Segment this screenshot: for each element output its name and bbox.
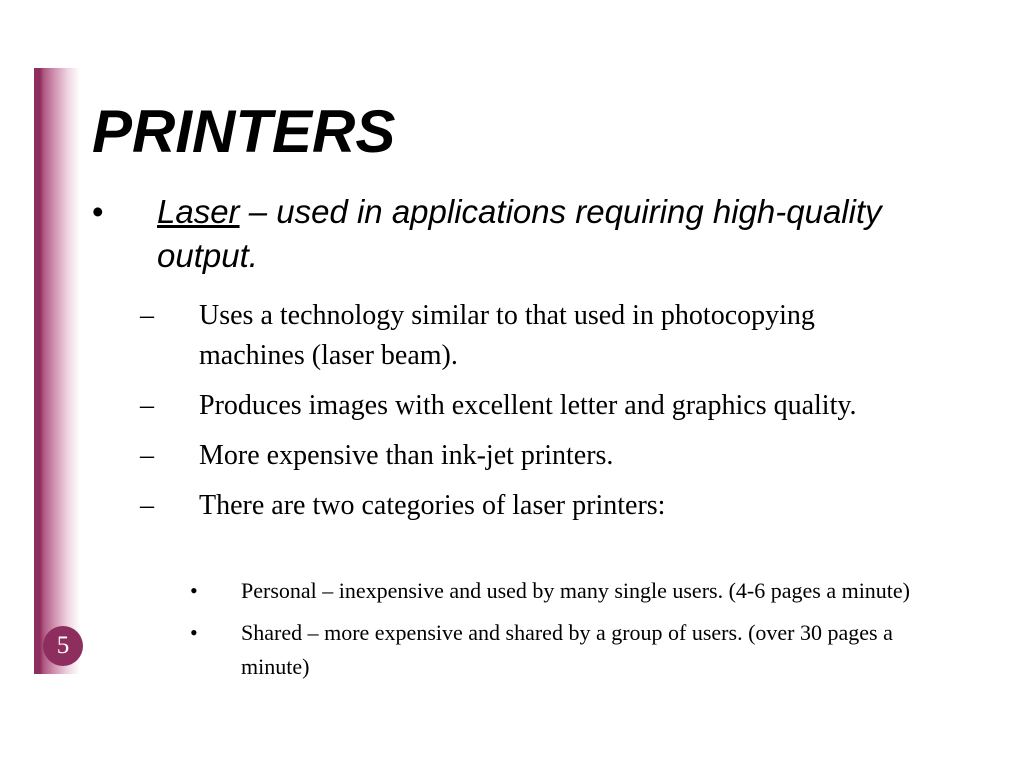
side-accent-bar [34,68,80,674]
dot-marker: • [190,578,198,603]
main-bullet-text [157,190,952,278]
dot-marker: • [190,620,198,645]
bullet-marker: • [92,193,104,230]
sub-bullet-list [140,296,920,536]
slide-title: PRINTERS [92,98,396,165]
nested-bullet-item [190,616,950,684]
nested-bullet-list [190,574,950,692]
page-number-badge: 5 [43,626,83,666]
nested-bullet-item [190,574,950,608]
sub-bullet-text: More expensive than ink-jet printers. [199,440,614,471]
sub-bullet-item [140,436,920,476]
main-bullet [92,190,952,278]
dash-marker: – [140,440,154,471]
sub-bullet-item [140,386,920,426]
sub-bullet-item [140,486,920,526]
sub-bullet-text: Uses a technology similar to that used in photocopying machines (laser beam). [199,300,815,371]
dash-marker: – [140,390,154,421]
dash-marker: – [140,490,154,521]
sub-bullet-text: Produces images with excellent letter and graphics quality. [199,390,857,421]
sub-bullet-text: There are two categories of laser printers: [199,490,666,521]
sub-bullet-item [140,296,920,376]
main-bullet-term: Laser [157,193,240,230]
dash-marker: – [140,300,154,331]
nested-bullet-text: Personal – inexpensive and used by many single users. (4-6 pages a minute) [241,578,911,603]
main-bullet-description: – used in applications requiring high-quality output. [157,193,882,274]
nested-bullet-text: Shared – more expensive and shared by a group of users. (over 30 pages a minute) [241,620,893,679]
